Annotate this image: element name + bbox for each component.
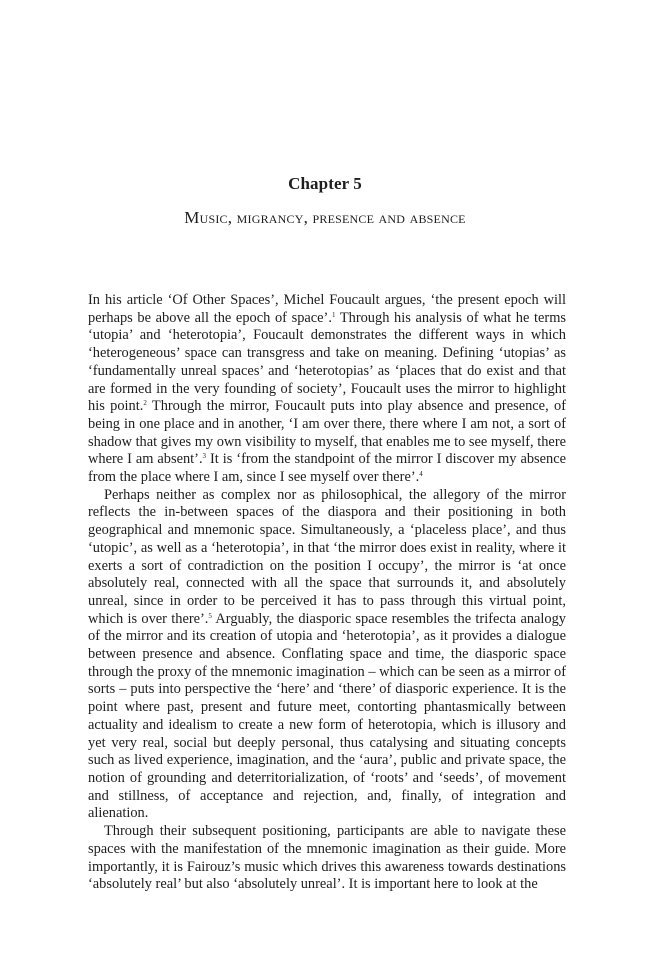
paragraph-text: It is ‘from the standpoint of the mirror I discover my absence from the place where I am, since I see myself over there’.: [88, 451, 566, 486]
paragraph-2: [88, 487, 566, 823]
paragraph-text: Through their subsequent positioning, participants are able to navigate these spaces with the manifestation of the mnemonic imagination as their guide. More importantly, it is Fairouz’s music which drives this awareness towards destinations ‘absolutely real’ but also ‘absolutely unreal’. It is important here to look at the: [88, 823, 566, 893]
footnote-marker-2[interactable]: 2: [143, 399, 147, 408]
chapter-title: Music, migrancy, presence and absence: [184, 208, 466, 227]
paragraph-text: Through his analysis of what he terms ‘utopia’ and ‘heterotopia’, Foucault demonstrates the different ways in which ‘heterogeneous’ space can transgress and take on meaning. Defining ‘utopias’ as ‘fundamentally unreal spaces’ and ‘heterotopias’ as ‘places that do exist and that are formed in the very founding of society’, Foucault uses the mirror to highlight his point.: [88, 309, 566, 415]
paragraph-text: Perhaps neither as complex nor as philosophical, the allegory of the mirror reflects the in-between spaces of the diaspora and their positioning in both geographical and mnemonic space. Simultaneously, a ‘placeless place’, and thus ‘utopic’, as well as a ‘heterotopia’, in that ‘the mirror does exist in reality, where it exerts a sort of contradiction on the position I occupy’, the mirror is ‘at once absolutely real, connected with all the space that surrounds it, and absolutely unreal, since in order to be perceived it has to pass through this virtual point, which is over there’.: [88, 486, 566, 627]
paragraph-3: [88, 823, 566, 894]
footnote-marker-3[interactable]: 3: [202, 452, 207, 461]
paragraph-text: Arguably, the diasporic space resembles the trifecta analogy of the mirror and its creation of utopia and ‘heterotopia’, as it provides a dialogue between presence and absence. Conflating space and time, the diasporic space through the proxy of the mnemonic imagination – which can be seen as a mirror of sorts – puts into perspective the ‘here’ and ‘there’ of diasporic experience. It is the point where past, present and future meet, contorting phantasmically between actuality and idealism to create a new form of heterotopia, which is illusory and yet very real, social but deeply personal, thus catalysing and situating concepts such as lived experience, imagination, and the ‘aura’, public and private space, the notion of grounding and deterritorialization, of ‘roots’ and ‘seeds’, of movement and stillness, of acceptance and rejection, and, finally, of integration and alienation.: [88, 610, 566, 822]
footnote-marker-1[interactable]: 1: [331, 310, 336, 319]
footnote-marker-4[interactable]: 4: [419, 470, 423, 479]
footnote-marker-5[interactable]: 5: [208, 611, 212, 620]
chapter-number: Chapter 5: [288, 174, 362, 193]
paragraph-1: [88, 292, 566, 487]
paragraph-text: Through the mirror, Foucault puts into play absence and presence, of being in one place and in another, ‘I am over there, there where I am not, a sort of shadow that gives my own visibility to myself, that enables me to see myself, there where I am absent’.: [88, 398, 566, 468]
paragraph-text: In his article ‘Of Other Spaces’, Michel Foucault argues, ‘the present epoch will perhaps be above all the epoch of space’.: [88, 292, 566, 326]
chapter-body-text: [88, 292, 566, 894]
